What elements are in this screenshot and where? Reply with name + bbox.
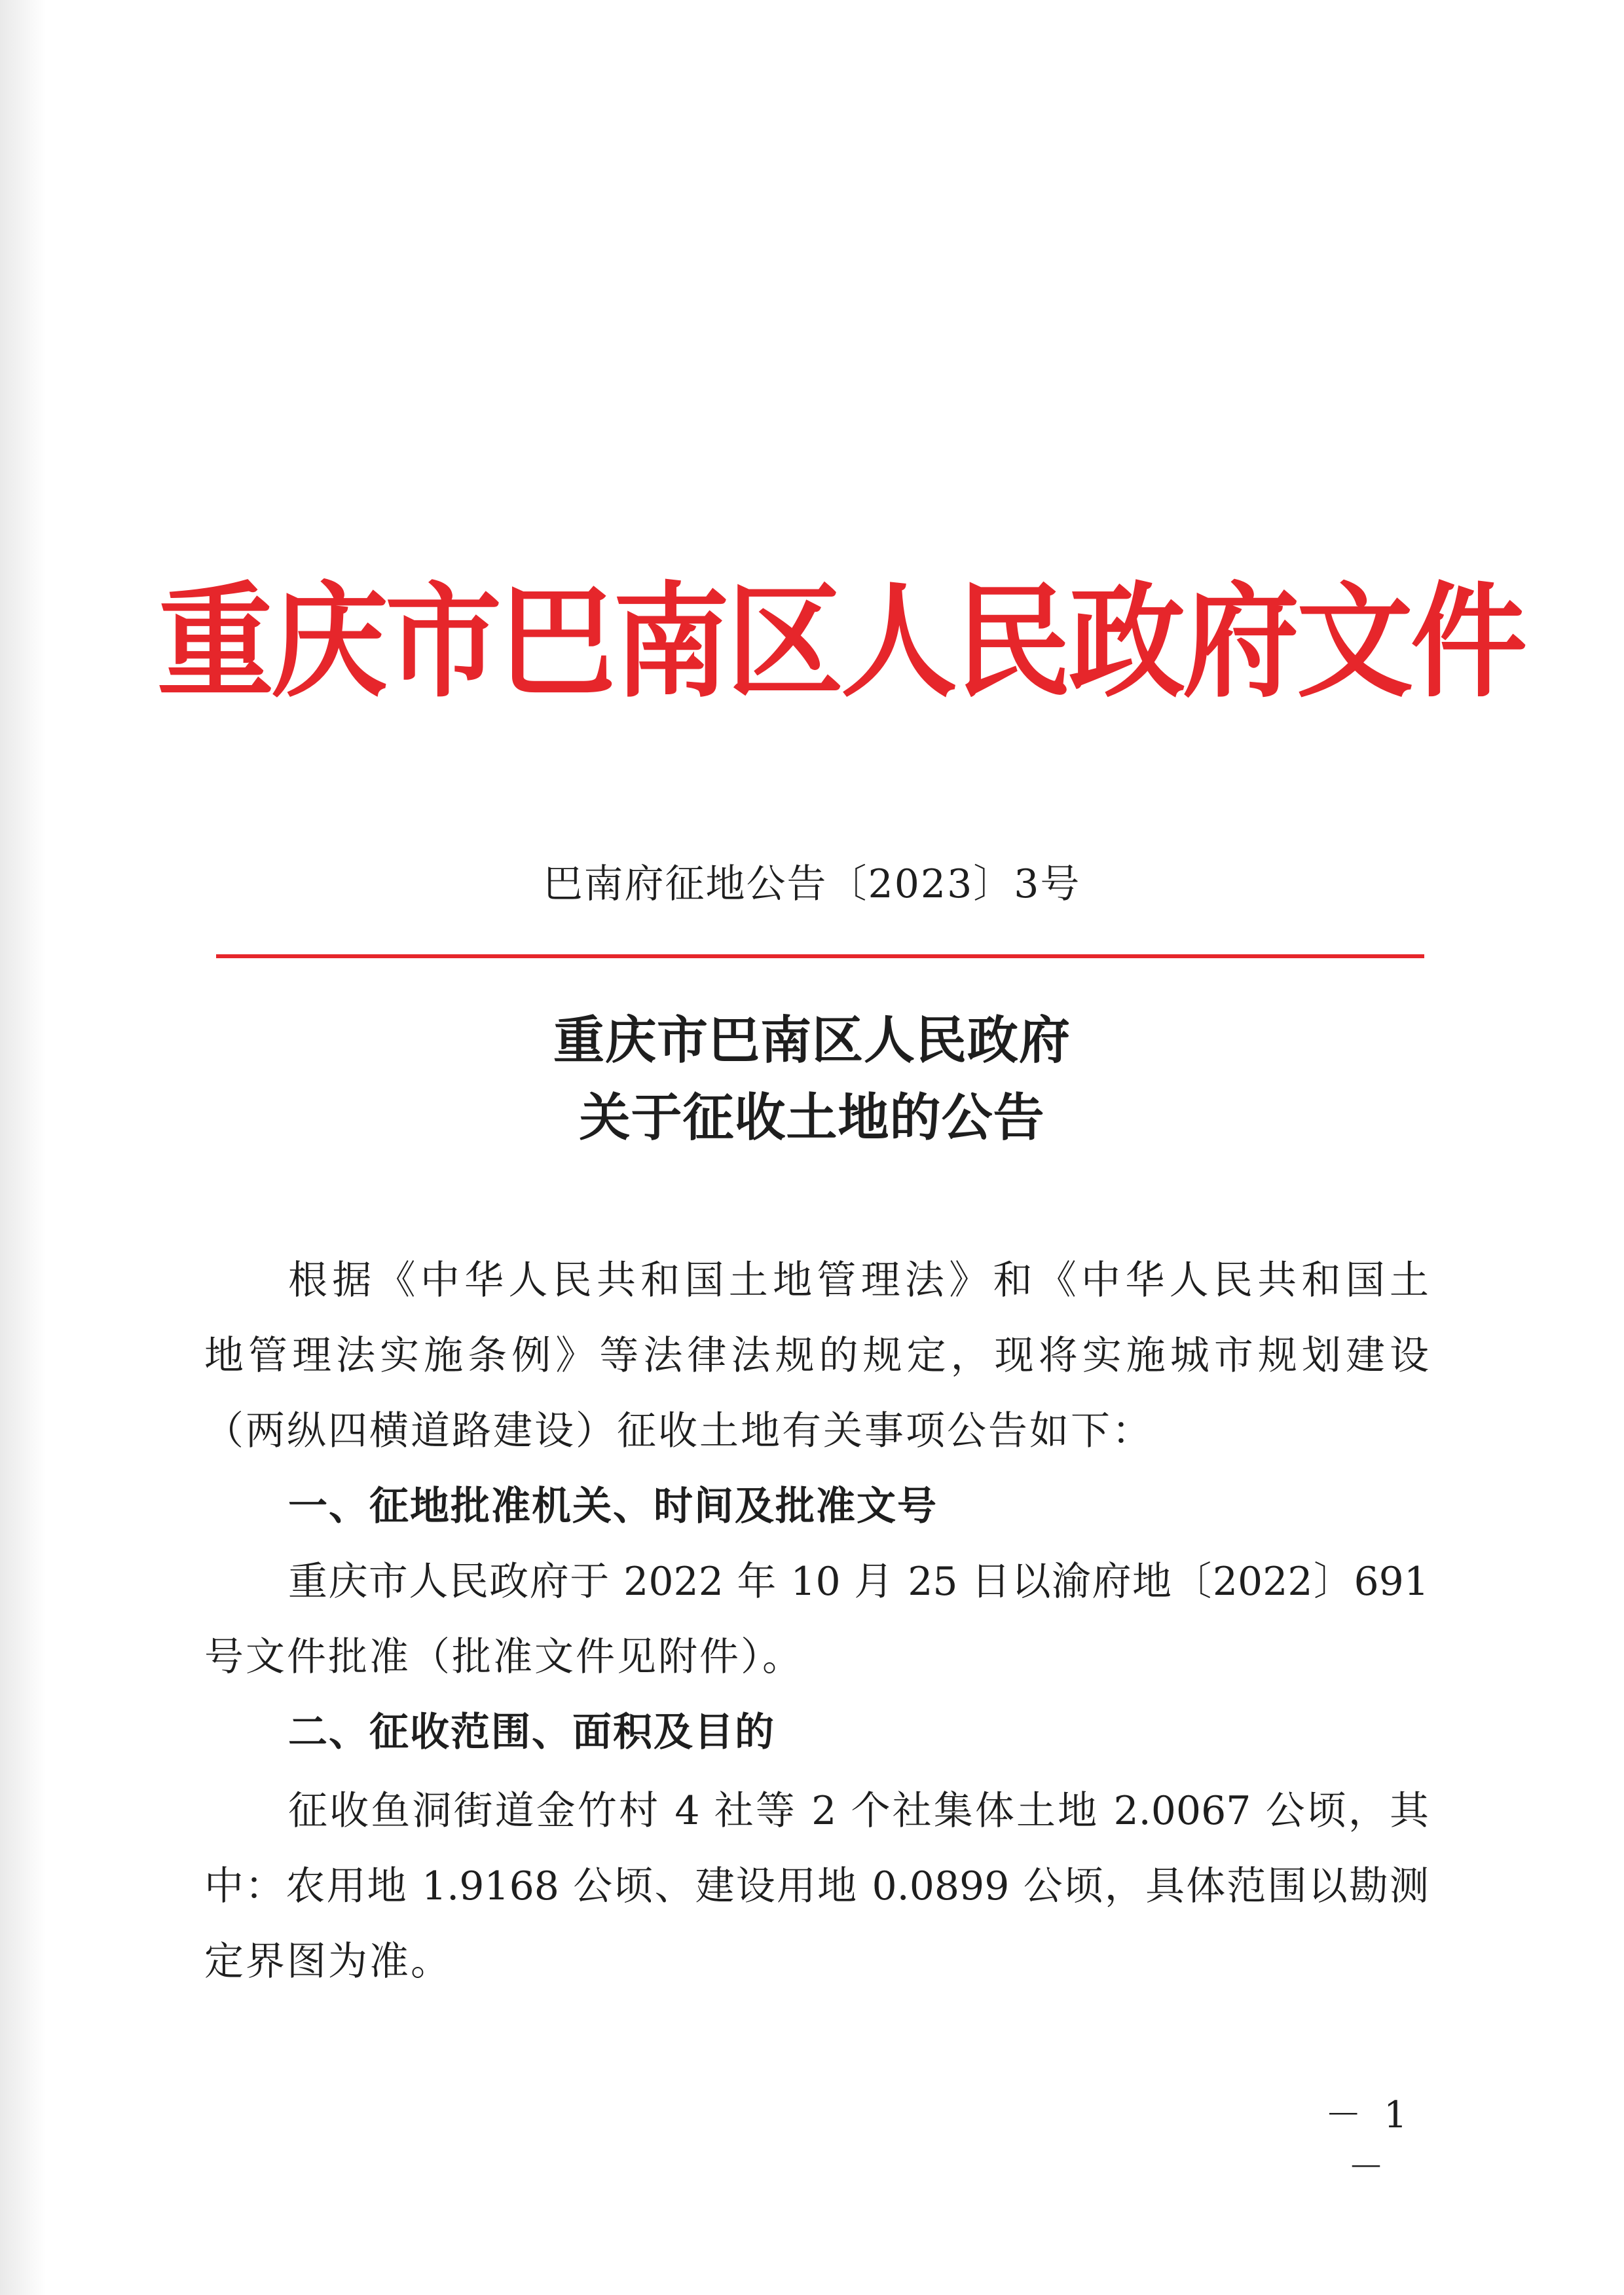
body-paragraph-line: （两纵四横道路建设）征收土地有关事项公告如下：: [204, 1408, 1153, 1454]
document-number: 巴南府征地公告〔2023〕3号: [543, 861, 1081, 907]
body-paragraph-line: 征收鱼洞街道金竹村 4 社等 2 个社集体土地 2.0067 公顷，其: [288, 1788, 1429, 1834]
body-paragraph-line: 中：农用地 1.9168 公顷、建设用地 0.0899 公顷，具体范围以勘测: [204, 1863, 1429, 1909]
section-heading-2: 二、征收范围、面积及目的: [288, 1709, 775, 1755]
page-number: － 1 －: [1325, 2094, 1412, 2189]
body-paragraph-line: 定界图为准。: [204, 1939, 452, 1985]
notice-title-line-2: 关于征收土地的公告: [579, 1088, 1045, 1148]
body-paragraph-line: 重庆市人民政府于 2022 年 10 月 25 日以渝府地〔2022〕691: [288, 1559, 1429, 1605]
issuer-title: 重庆市巴南区人民政府文件: [157, 569, 1524, 715]
body-paragraph-line: 号文件批准（批准文件见附件）。: [204, 1634, 803, 1680]
page-edge-shadow: [0, 0, 46, 2295]
body-paragraph-line: 地管理法实施条例》等法律法规的规定，现将实施城市规划建设: [204, 1333, 1429, 1379]
notice-title-line-1: 重庆市巴南区人民政府: [553, 1011, 1071, 1070]
section-heading-1: 一、征地批准机关、时间及批准文号: [288, 1483, 938, 1529]
red-separator-line: [216, 954, 1424, 958]
body-paragraph-line: 根据《中华人民共和国土地管理法》和《中华人民共和国土: [288, 1258, 1429, 1303]
